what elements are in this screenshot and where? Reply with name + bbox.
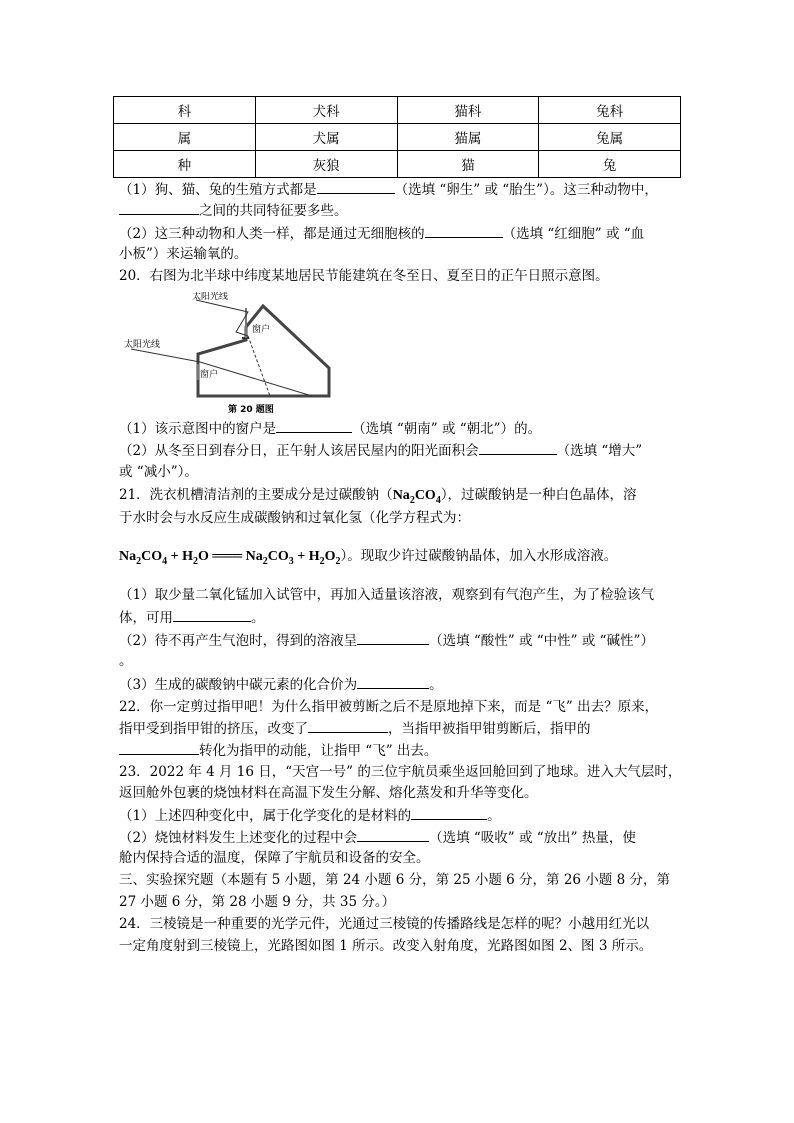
q24-line2: 一定角度射到三棱镜上，光路图如图 1 所示。改变入射角度，光路图如图 2、图 3 所示。 bbox=[119, 938, 653, 954]
answer-blank[interactable] bbox=[308, 718, 388, 733]
q19-part1: （1）狗、猫、兔的生殖方式都是 （选填 “卵生” 或 “胎生”）。这三种动物中， bbox=[119, 179, 689, 200]
table-row bbox=[114, 124, 681, 151]
q21-equation-line: $Na_2CO_4 + H_2O$ ═══ $Na_2CO_3 + H_2O_2$）。现取少许过碳酸钠晶体，加入水形成溶液。 bbox=[119, 548, 618, 567]
q20-part2-cont: 或 “减小”）。 bbox=[119, 464, 198, 480]
q23-line1: 23．2022 年 4 月 16 日，“天宫一号” 的三位宇航员乘坐返回舱回到了地球。进入大气层时， bbox=[119, 764, 682, 780]
q21-part1: （1）取少量二氧化锰加入试管中，再加入适量该溶液，观察到有气泡产生，为了检验该气 bbox=[119, 587, 655, 603]
section3-heading: 三、实验探究题（本题有 5 小题，第 24 小题 6 分，第 25 小题 6 分，第 26 小题 8 分，第 bbox=[119, 872, 670, 888]
table-cell: 兔科 bbox=[539, 97, 681, 124]
table-cell: 科 bbox=[114, 97, 256, 124]
q21-part2: （2）待不再产生气泡时，得到的溶液呈 （选填 “酸性” 或 “中性” 或 “碱性”） bbox=[119, 630, 689, 651]
building-sunlight-figure bbox=[118, 292, 343, 420]
table-cell: 猫 bbox=[397, 151, 539, 178]
table-row bbox=[114, 97, 681, 124]
q21-stem-cont: 于水时会与水反应生成碳酸钠和过氧化氢（化学方程式为： bbox=[119, 510, 470, 526]
sun-ray-label-2: 太阳光线 bbox=[124, 340, 161, 350]
table-cell: 兔属 bbox=[539, 124, 681, 151]
q19-part1-cont: 之间的共同特征要多些。 bbox=[119, 200, 689, 221]
answer-blank[interactable] bbox=[173, 607, 251, 622]
q21-part3: （3）生成的碳酸钠中碳元素的化合价为 。 bbox=[119, 674, 689, 695]
building-outline bbox=[198, 306, 329, 396]
answer-blank[interactable] bbox=[357, 674, 429, 689]
answer-blank[interactable] bbox=[411, 805, 487, 820]
answer-blank[interactable] bbox=[119, 740, 199, 755]
chem-formula: $Na_2CO_4$ bbox=[392, 488, 441, 506]
winter-sun-ray bbox=[131, 349, 312, 396]
q22-line3: 转化为指甲的动能，让指甲 “飞” 出去。 bbox=[119, 740, 689, 761]
chem-equation: $Na_2CO_4 + H_2O$ ═══ $Na_2CO_3 + H_2O_2$ bbox=[119, 549, 341, 567]
q22-line1: 22．你一定剪过指甲吧！为什么指甲被剪断之后不是原地掉下来，而是 “飞” 出去？原来， bbox=[119, 699, 659, 715]
answer-blank[interactable] bbox=[425, 223, 503, 238]
window-label-2: 窗户 bbox=[200, 370, 219, 380]
taxonomy-table bbox=[113, 96, 681, 178]
answer-blank[interactable] bbox=[119, 200, 199, 215]
q20-part1: （1）该示意图中的窗户是 （选填 “朝南” 或 “朝北”）的。 bbox=[119, 418, 689, 439]
q23-part2-cont: 舱内保持合适的温度，保障了宇航员和设备的安全。 bbox=[119, 850, 430, 866]
q21-part1-cont: 体，可用 。 bbox=[119, 607, 689, 628]
table-cell: 种 bbox=[114, 151, 256, 178]
table-cell: 猫属 bbox=[397, 124, 539, 151]
q23-line2: 返回舱外包裹的烧蚀材料在高温下发生分解、熔化蒸发和升华等变化。 bbox=[119, 785, 538, 801]
table-cell: 犬科 bbox=[255, 97, 397, 124]
table-cell: 猫科 bbox=[397, 97, 539, 124]
figure-caption: 第 20 题图 bbox=[228, 405, 274, 415]
answer-blank[interactable] bbox=[357, 630, 429, 645]
table-cell: 兔 bbox=[539, 151, 681, 178]
answer-blank[interactable] bbox=[317, 179, 395, 194]
q23-part1: （1）上述四种变化中，属于化学变化的是材料的 。 bbox=[119, 805, 689, 826]
answer-blank[interactable] bbox=[479, 440, 557, 455]
q21-part2-cont: 。 bbox=[119, 653, 133, 669]
table-row bbox=[114, 151, 681, 178]
answer-blank[interactable] bbox=[357, 827, 429, 842]
window-label-1: 窗户 bbox=[252, 325, 271, 335]
q23-part2: （2）烧蚀材料发生上述变化的过程中会 （选填 “吸收” 或 “放出” 热量，使 bbox=[119, 827, 689, 848]
table-cell: 犬属 bbox=[255, 124, 397, 151]
q19-part2: （2）这三种动物和人类一样，都是通过无细胞核的 （选填 “红细胞” 或 “血 bbox=[119, 223, 689, 244]
table-cell: 灰狼 bbox=[255, 151, 397, 178]
q20-stem: 20．右图为北半球中纬度某地居民节能建筑在冬至日、夏至日的正午日照示意图。 bbox=[119, 268, 609, 284]
summer-sun-ray bbox=[196, 300, 248, 336]
q19-part2-cont: 小板”）来运输氧的。 bbox=[119, 246, 248, 262]
q21-stem: 21．洗衣机槽清洁剂的主要成分是过碳酸钠$(Na_2CO_4)$，过碳酸钠是一种白色晶体，溶 bbox=[119, 487, 637, 506]
q24-line1: 24．三棱镜是一种重要的光学元件，光通过三棱镜的传播路线是怎样的呢？小越用红光以 bbox=[119, 916, 650, 932]
q22-line2: 指甲受到指甲钳的挤压，改变了 ，当指甲被指甲钳剪断后，指甲的 bbox=[119, 718, 689, 739]
section3-heading-cont: 27 小题 6 分，第 28 小题 9 分，共 35 分。） bbox=[119, 894, 396, 910]
dashed-ray bbox=[248, 336, 270, 396]
sun-ray-label-1: 太阳光线 bbox=[192, 292, 229, 302]
table-cell: 属 bbox=[114, 124, 256, 151]
answer-blank[interactable] bbox=[276, 418, 352, 433]
q20-part2: （2）从冬至日到春分日，正午射人该居民屋内的阳光面积会 （选填 “增大” bbox=[119, 440, 689, 461]
